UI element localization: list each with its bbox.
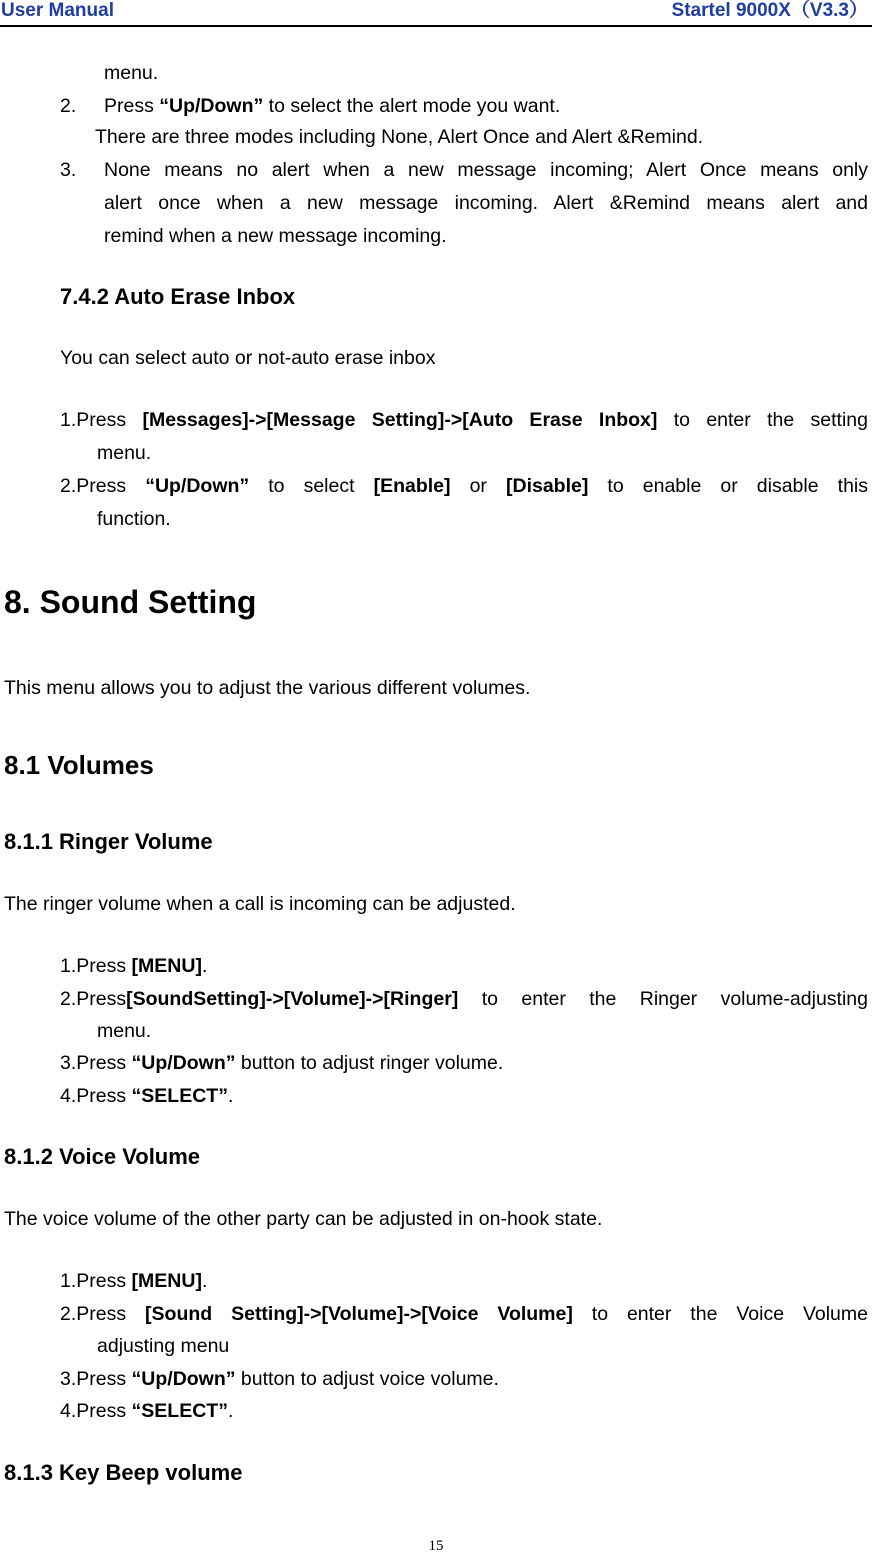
step-2-cont: adjusting menu (97, 1335, 230, 1357)
line-menu: menu. (104, 62, 159, 84)
list-item-alert-mode: Press “Up/Down” to select the alert mode you want. (104, 95, 561, 117)
step-4: 4.Press “SELECT”. (60, 1400, 234, 1422)
step-1: 1.Press [MENU]. (60, 955, 208, 977)
item3-line-1: None means no alert when a new message incoming; Alert Once means only (104, 159, 868, 181)
heading-7-4-2: 7.4.2 Auto Erase Inbox (60, 284, 296, 309)
heading-8-sound-setting: 8. Sound Setting (4, 584, 257, 620)
step-2: 2.Press[SoundSetting]->[Volume]->[Ringer] to enter the Ringer volume-adjusting (60, 988, 868, 1010)
list-item-number: 2. (60, 95, 77, 117)
section-intro: The voice volume of the other party can be adjusted in on-hook state. (4, 1208, 603, 1230)
item3-line-3: remind when a new message incoming. (104, 225, 447, 247)
step-2-cont: menu. (97, 1020, 152, 1042)
item3-line-2: alert once when a new message incoming. Alert &Remind means alert and (104, 192, 868, 214)
heading-8-1-2: 8.1.2 Voice Volume (4, 1144, 201, 1169)
header-product: Startel 9000X（V3.3） (671, 0, 868, 21)
heading-8-1-volumes: 8.1 Volumes (4, 750, 154, 780)
step-3: 3.Press “Up/Down” button to adjust ringer volume. (60, 1052, 504, 1074)
step-3: 3.Press “Up/Down” button to adjust voice volume. (60, 1368, 499, 1390)
section-intro: The ringer volume when a call is incoming can be adjusted. (4, 893, 516, 915)
chapter-intro: This menu allows you to adjust the various different volumes. (4, 677, 531, 699)
modes-line: There are three modes including None, Alert Once and Alert &Remind. (95, 126, 704, 148)
section-intro: You can select auto or not-auto erase inbox (60, 347, 436, 369)
step-2: 2.Press “Up/Down” to select [Enable] or [Disable] to enable or disable this (60, 475, 868, 497)
list-item-number: 3. (60, 159, 77, 181)
step-1: 1.Press [Messages]->[Message Setting]->[Auto Erase Inbox] to enter the setting (60, 409, 868, 431)
heading-8-1-3: 8.1.3 Key Beep volume (4, 1460, 243, 1485)
step-4: 4.Press “SELECT”. (60, 1085, 234, 1107)
step-1: 1.Press [MENU]. (60, 1270, 208, 1292)
header-divider (0, 25, 872, 27)
page-number: 15 (428, 1538, 444, 1554)
step-2: 2.Press [Sound Setting]->[Volume]->[Voice Volume] to enter the Voice Volume (60, 1303, 868, 1325)
step-2-cont: function. (97, 508, 171, 530)
step-1-cont: menu. (97, 442, 152, 464)
header-title: User Manual (1, 0, 114, 21)
heading-8-1-1: 8.1.1 Ringer Volume (4, 829, 213, 854)
